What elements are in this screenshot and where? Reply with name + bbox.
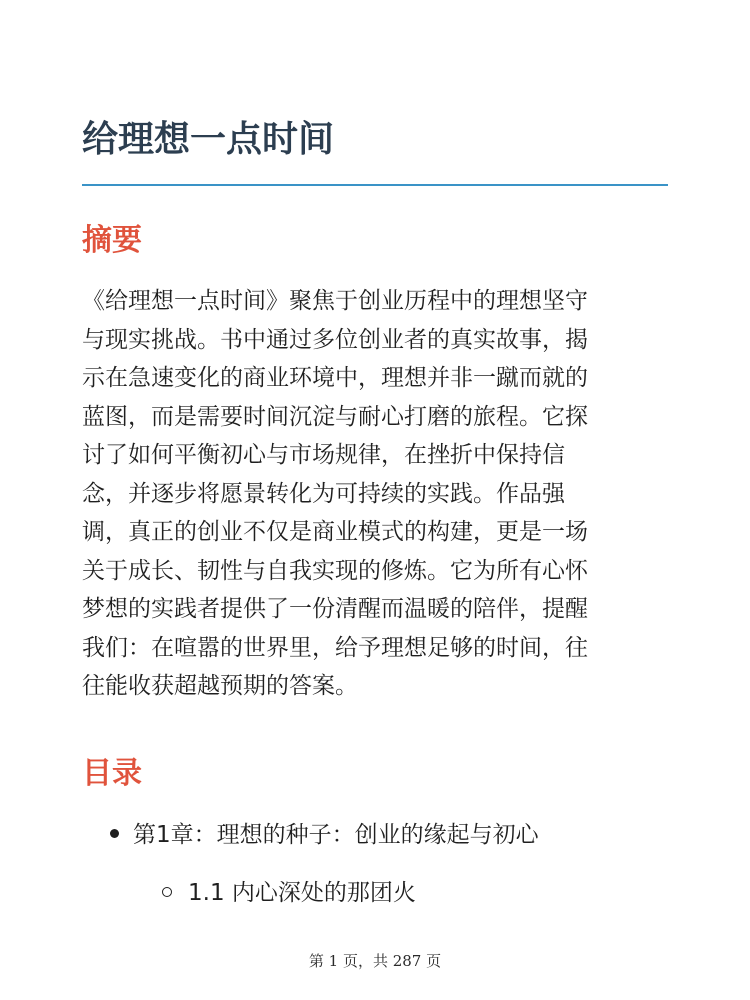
abstract-line: 《给理想一点时间》聚焦于创业历程中的理想坚守 [82,288,588,314]
bullet-disc-icon [110,829,119,838]
abstract-line: 我们：在喧嚣的世界里，给予理想足够的时间，往 [82,634,588,661]
document-title: 给理想一点时间 [82,119,335,160]
abstract-heading: 摘要 [82,223,142,258]
page-number-footer: 第 1 页，共 287 页 [308,952,442,970]
abstract-line: 蓝图，而是需要时间沉淀与耐心打磨的旅程。它探 [82,403,588,430]
abstract-line: 往能收获超越预期的答案。 [82,673,358,699]
toc-heading: 目录 [82,756,142,791]
abstract-line: 讨了如何平衡初心与市场规律，在挫折中保持信 [82,442,565,468]
toc-item-label: 第1章：理想的种子：创业的缘起与初心 [133,822,539,848]
toc-item-label: 1.1 内心深处的那团火 [188,880,416,906]
abstract-line: 示在急速变化的商业环境中，理想并非一蹴而就的 [82,365,588,391]
abstract-line: 念，并逐步将愿景转化为可持续的实践。作品强 [82,480,565,507]
toc-item-section-1-1[interactable] [162,876,416,910]
document-page [82,0,668,1000]
abstract-line: 关于成长、韧性与自我实现的修炼。它为所有心怀 [82,557,588,584]
abstract-line: 调，真正的创业不仅是商业模式的构建，更是一场 [82,519,588,545]
abstract-paragraph [82,282,670,706]
title-divider [82,184,668,186]
toc-item-chapter-1[interactable] [110,818,539,852]
abstract-line: 与现实挑战。书中通过多位创业者的真实故事，揭 [82,326,588,353]
abstract-line: 梦想的实践者提供了一份清醒而温暖的陪伴，提醒 [82,596,588,622]
bullet-circle-icon [162,887,172,897]
